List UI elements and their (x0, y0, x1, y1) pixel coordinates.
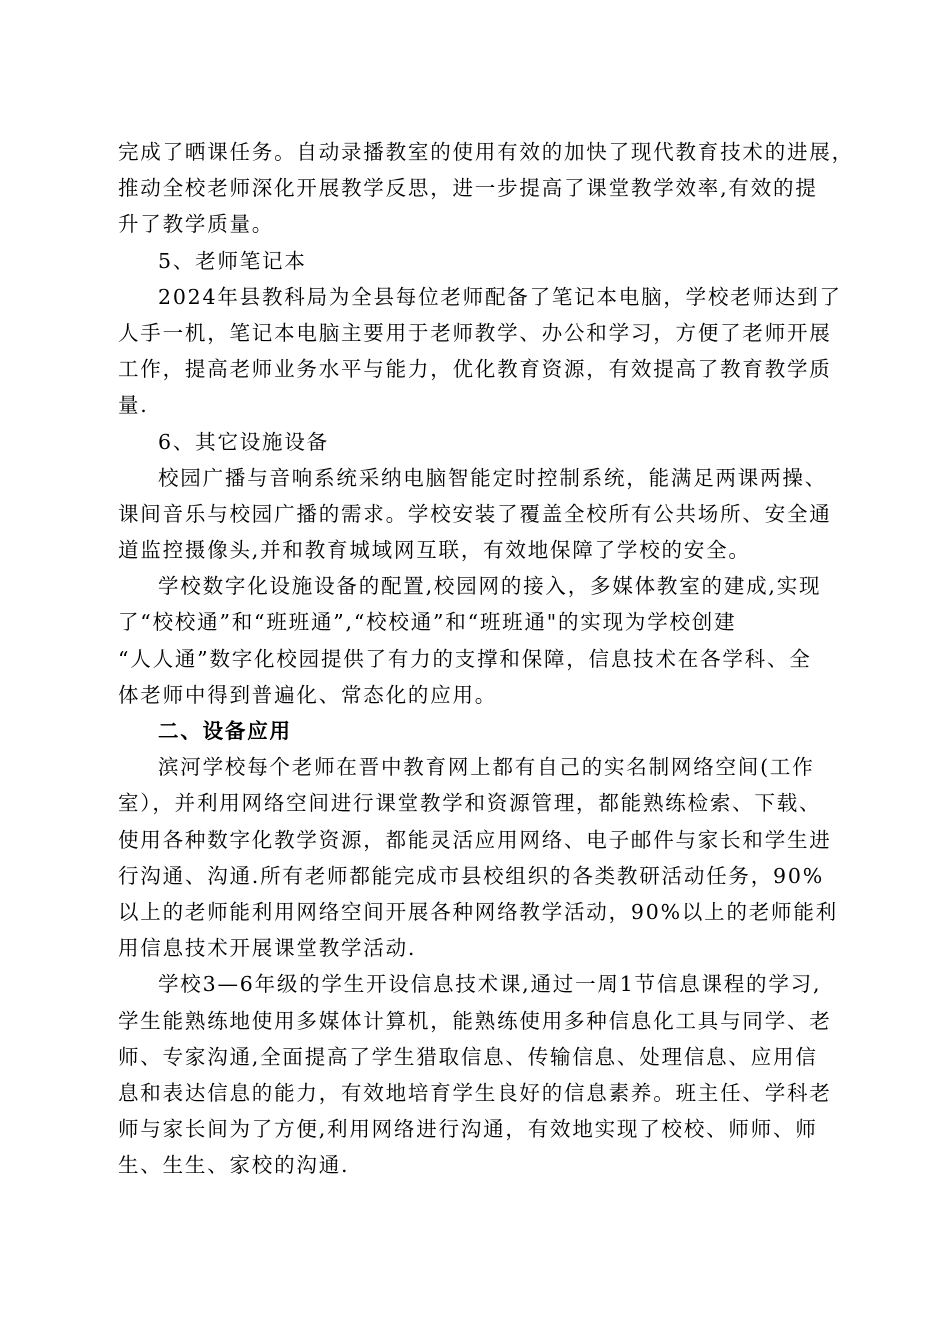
text-line: 滨河学校每个老师在晋中教育网上都有自己的实名制网络空间(工作 (158, 755, 815, 780)
text-line: 体老师中得到普遍化、常态化的应用。 (118, 682, 498, 707)
text-line: 2024年县教科局为全县每位老师配备了笔记本电脑，学校老师达到了 (158, 284, 842, 309)
text-line: 人手一机，笔记本电脑主要用于老师教学、办公和学习，方便了老师开展 (118, 320, 832, 345)
text-line: 完成了晒课任务。自动录播教室的使用有效的加快了现代教育技术的进展， (118, 140, 854, 164)
text-line: 了“校校通”和“班班通”,“校校通”和“班班通"的实现为学校创建 (118, 610, 737, 635)
text-line: 行沟通、沟通.所有老师都能完成市县校组织的各类教研活动任务，90% (118, 863, 824, 888)
text-line: 生、生生、家校的沟通. (118, 1153, 350, 1178)
text-line: 室），并利用网络空间进行课堂教学和资源管理，都能熟练检索、下载、 (118, 791, 822, 816)
text-line: 师与家长间为了方便,利用网络进行沟通，有效地实现了校校、师师、师 (118, 1117, 818, 1142)
text-line: 校园广播与音响系统采纳电脑智能定时控制系统，能满足两课两操、 (158, 465, 827, 490)
text-line: 道监控摄像头,并和教育城域网互联，有效地保障了学校的安全。 (118, 538, 751, 563)
section-heading: 二、设备应用 (158, 719, 292, 743)
text-line: 息和表达信息的能力，有效地培育学生良好的信息素养。班主任、学科老 (118, 1080, 832, 1105)
text-line: 学校数字化设施设备的配置,校园网的接入，多媒体教室的建成,实现 (158, 574, 822, 599)
text-line: 以上的老师能利用网络空间开展各种网络教学活动，90%以上的老师能利 (118, 899, 838, 924)
text-line: 师、专家沟通,全面提高了学生猎取信息、传输信息、处理信息、应用信 (118, 1044, 818, 1069)
text-line: 使用各种数字化教学资源，都能灵活应用网络、电子邮件与家长和学生进 (118, 827, 832, 852)
text-line: 升了教学质量。 (118, 212, 275, 237)
text-line: 学生能熟练地使用多媒体计算机，能熟练使用多种信息化工具与同学、老 (118, 1008, 832, 1033)
document-page (118, 134, 854, 1183)
text-line: 6、其它设施设备 (158, 429, 329, 454)
text-line: 用信息技术开展课堂教学活动. (118, 936, 417, 961)
text-line: 课间音乐与校园广播的需求。学校安装了覆盖全校所有公共场所、安全通 (118, 501, 832, 526)
text-line: 工作，提高老师业务水平与能力，优化教育资源，有效提高了教育教学质 (118, 357, 832, 382)
text-line: 5、老师笔记本 (158, 248, 307, 273)
text-line: 学校3—6年级的学生开设信息技术课,通过一周1节信息课程的学习, (158, 972, 822, 997)
text-line: “人人通”数字化校园提供了有力的支撑和保障，信息技术在各学科、全 (118, 646, 812, 671)
text-line: 推动全校老师深化开展教学反思，进一步提高了课堂教学效率,有效的提 (118, 176, 818, 201)
text-line: 量. (118, 393, 149, 418)
